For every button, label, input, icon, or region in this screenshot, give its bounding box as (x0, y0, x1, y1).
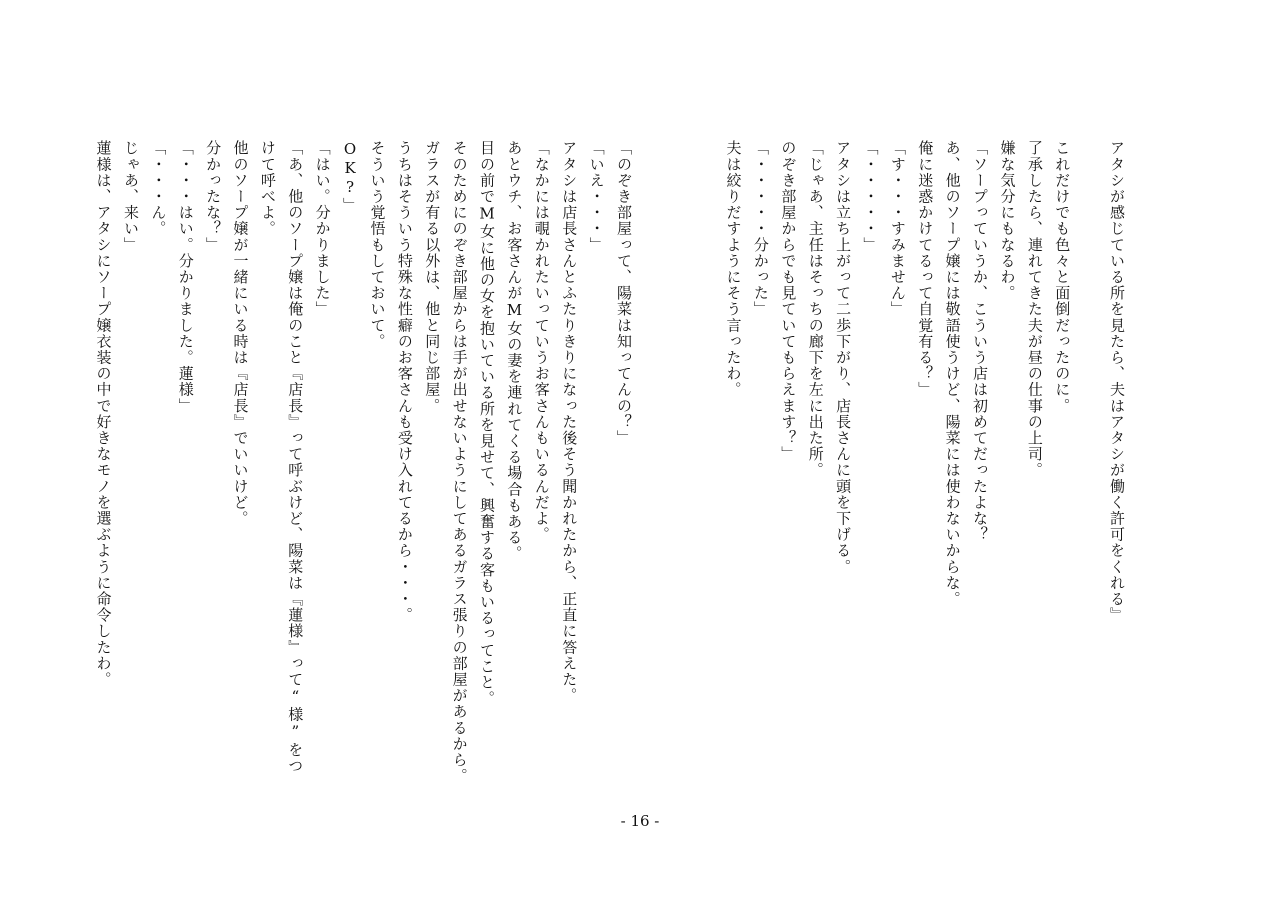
text-column: 了承したら、連れてきた夫が昼の仕事の上司。 (1025, 140, 1044, 479)
text-column: 「あ、他のソープ嬢は俺のこと『店長』って呼ぶけど、陽菜は『蓮様』って“様”をつ (286, 140, 305, 774)
page-number: - 16 - (620, 812, 660, 830)
text-column: ガラスが有る以外は、他と同じ部屋。 (423, 140, 442, 414)
text-column: 「・・・・・」 (861, 140, 880, 253)
text-column: じゃあ、来い」 (121, 140, 140, 253)
text-column: 「ソープっていうか、こういう店は初めてだったよな？ (971, 140, 990, 543)
text-column: そのためにのぞき部屋からは手が出せないようにしてあるガラス張りの部屋があるから。 (450, 140, 469, 784)
text-column (664, 140, 691, 820)
text-column: うちはそういう特殊な性癖のお客さんも受け入れてるから・・・。 (395, 140, 414, 623)
text-column: 分かったな？」 (204, 140, 223, 253)
text-column: アタシは立ち上がって二歩下がり、店長さんに頭を下げる。 (834, 140, 853, 575)
text-column: 蓮様は、アタシにソープ嬢衣装の中で好きなモノを選ぶように命令したわ。 (94, 140, 113, 688)
text-column: 「・・・ん。 (149, 140, 168, 237)
text-column: OK?」 (341, 140, 360, 214)
text-column: 夫は絞りだすようにそう言ったわ。 (724, 140, 743, 398)
vertical-text-block (94, 140, 1130, 840)
text-column: 嫌な気分にもなるわ。 (998, 140, 1017, 301)
text-column: これだけでも色々と面倒だったのに。 (1053, 140, 1072, 414)
text-column: 「なかには覗かれたいっていうお客さんもいるんだよ。 (532, 140, 551, 543)
text-column: 俺に迷惑かけてるって自覚有る？」 (916, 140, 935, 398)
text-column (637, 140, 664, 820)
text-column: けて呼べよ。 (258, 140, 277, 237)
text-column: 「いえ・・・」 (587, 140, 606, 253)
text-column: 目の前でM女に他の女を抱いている所を見せて、興奮する客もいるってこと。 (478, 140, 497, 707)
text-column: あ、他のソープ嬢には敬語使うけど、陽菜には使わないからな。 (943, 140, 962, 607)
text-column: 「・・・・・分かった」 (751, 140, 770, 318)
text-column: 「す・・・すみません」 (888, 140, 907, 318)
text-column: アタシが感じている所を見たら、夫はアタシが働く許可をくれる』 (1108, 140, 1126, 623)
text-column: あとウチ、お客さんがM女の妻を連れてくる場合もある。 (505, 140, 524, 562)
text-column: 「はい。分かりました」 (313, 140, 332, 318)
text-column: そういう覚悟もしておいて。 (368, 140, 387, 350)
text-column: アタシは店長さんとふたりきりになった後そう聞かれたから、正直に答えた。 (560, 140, 579, 704)
text-column: 「じゃあ、主任はそっちの廊下を左に出た所。 (806, 140, 825, 479)
text-column: 他のソープ嬢が一緒にいる時は『店長』でいいけど。 (231, 140, 250, 527)
text-column: 「・・・はい。分かりました。蓮様」 (176, 140, 195, 414)
text-column (692, 140, 719, 820)
text-column: 「のぞき部屋って、陽菜は知ってんの？」 (614, 140, 633, 446)
text-column (1075, 140, 1102, 820)
text-column: のぞき部屋からでも見ていてもらえます？」 (779, 140, 798, 462)
